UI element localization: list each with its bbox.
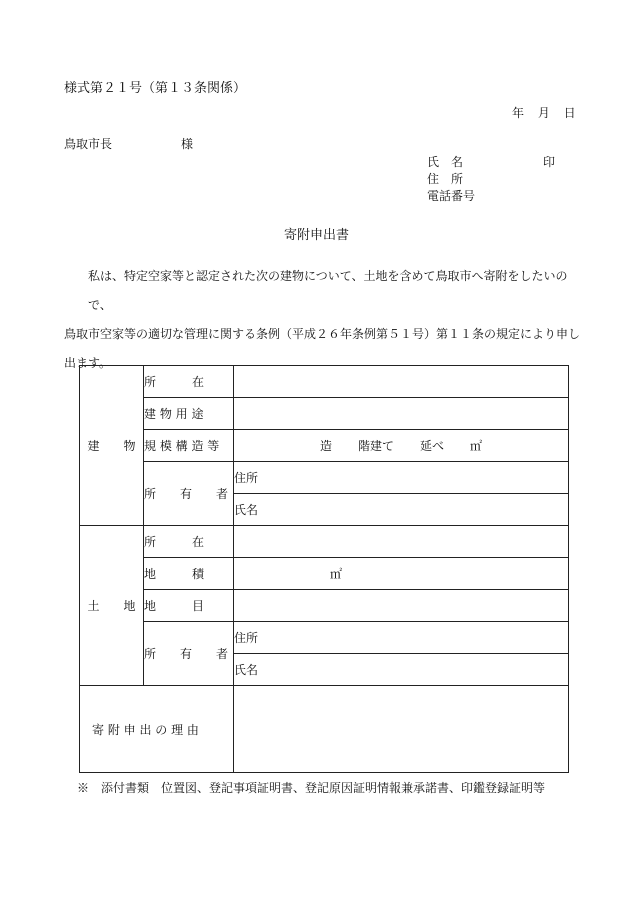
building-scale-label: 規 模 構 造 等 <box>144 430 234 462</box>
form-number: 様式第２１号（第１３条関係） <box>64 81 247 96</box>
land-area-label: 地 積 <box>144 558 234 590</box>
land-owner-label: 所 有 者 <box>144 622 234 686</box>
land-location-field[interactable] <box>234 526 569 558</box>
applicant-name-label: 氏 名 <box>427 155 464 169</box>
name-small-label: 氏名 <box>234 663 259 677</box>
land-owner-name-field[interactable] <box>234 654 569 686</box>
address-small-label: 住所 <box>234 471 259 485</box>
land-area-field[interactable] <box>234 558 569 590</box>
building-owner-name-field[interactable] <box>234 494 569 526</box>
honorific: 様 <box>181 137 194 151</box>
body-line-3: 出ます。 <box>64 356 112 370</box>
applicant-phone-label: 電話番号 <box>427 189 476 203</box>
seal-mark: 印 <box>543 155 556 169</box>
land-category-field[interactable] <box>234 590 569 622</box>
structure-floors: 階建て <box>357 439 394 453</box>
body-line-2: 鳥取市空家等の適切な管理に関する条例（平成２６年条例第５１号）第１１条の規定により申し <box>64 327 581 341</box>
table-row <box>80 558 569 590</box>
table-row <box>80 686 569 773</box>
body-line-1: 私は、特定空家等と認定された次の建物について、土地を含めて鳥取市へ寄附をしたいので、 <box>88 269 568 312</box>
donation-form-table <box>79 365 569 773</box>
structure-line <box>234 437 568 454</box>
reason-field[interactable] <box>234 686 569 773</box>
building-scale-field[interactable] <box>234 430 569 462</box>
structure-sqm: ㎡ <box>470 439 483 453</box>
structure-zo: 造 <box>319 439 332 453</box>
building-owner-address-field[interactable] <box>234 462 569 494</box>
table-row <box>80 430 569 462</box>
addressee: 鳥取市長 <box>64 137 113 151</box>
building-owner-label: 所 有 者 <box>144 462 234 526</box>
reason-label-text: 寄 附 申 出 の 理 由 <box>92 722 199 737</box>
building-group-label: 建 物 <box>80 366 144 526</box>
table-row <box>80 398 569 430</box>
request-body <box>64 262 584 378</box>
reason-label <box>80 686 234 773</box>
land-group-label: 土 地 <box>80 526 144 686</box>
address-small-label: 住所 <box>234 631 259 645</box>
document-title: 寄附申出書 <box>284 228 350 243</box>
table-row <box>80 590 569 622</box>
applicant-address-label: 住 所 <box>427 172 464 186</box>
table-row <box>80 526 569 558</box>
building-use-label: 建 物 用 途 <box>144 398 234 430</box>
structure-total: 延べ <box>420 439 445 453</box>
building-use-field[interactable] <box>234 398 569 430</box>
table-row <box>80 622 569 654</box>
attachments-note: ※ 添付書類 位置図、登記事項証明書、登記原因証明情報兼承諾書、印鑑登録証明等 <box>77 781 546 795</box>
land-category-label: 地 目 <box>144 590 234 622</box>
land-area-sqm: ㎡ <box>330 567 343 581</box>
name-small-label: 氏名 <box>234 503 259 517</box>
table-row <box>80 366 569 398</box>
date-line: 年 月 日 <box>512 106 576 120</box>
land-location-label: 所 在 <box>144 526 234 558</box>
table-row <box>80 462 569 494</box>
building-location-field[interactable] <box>234 366 569 398</box>
land-owner-address-field[interactable] <box>234 622 569 654</box>
building-location-label: 所 在 <box>144 366 234 398</box>
